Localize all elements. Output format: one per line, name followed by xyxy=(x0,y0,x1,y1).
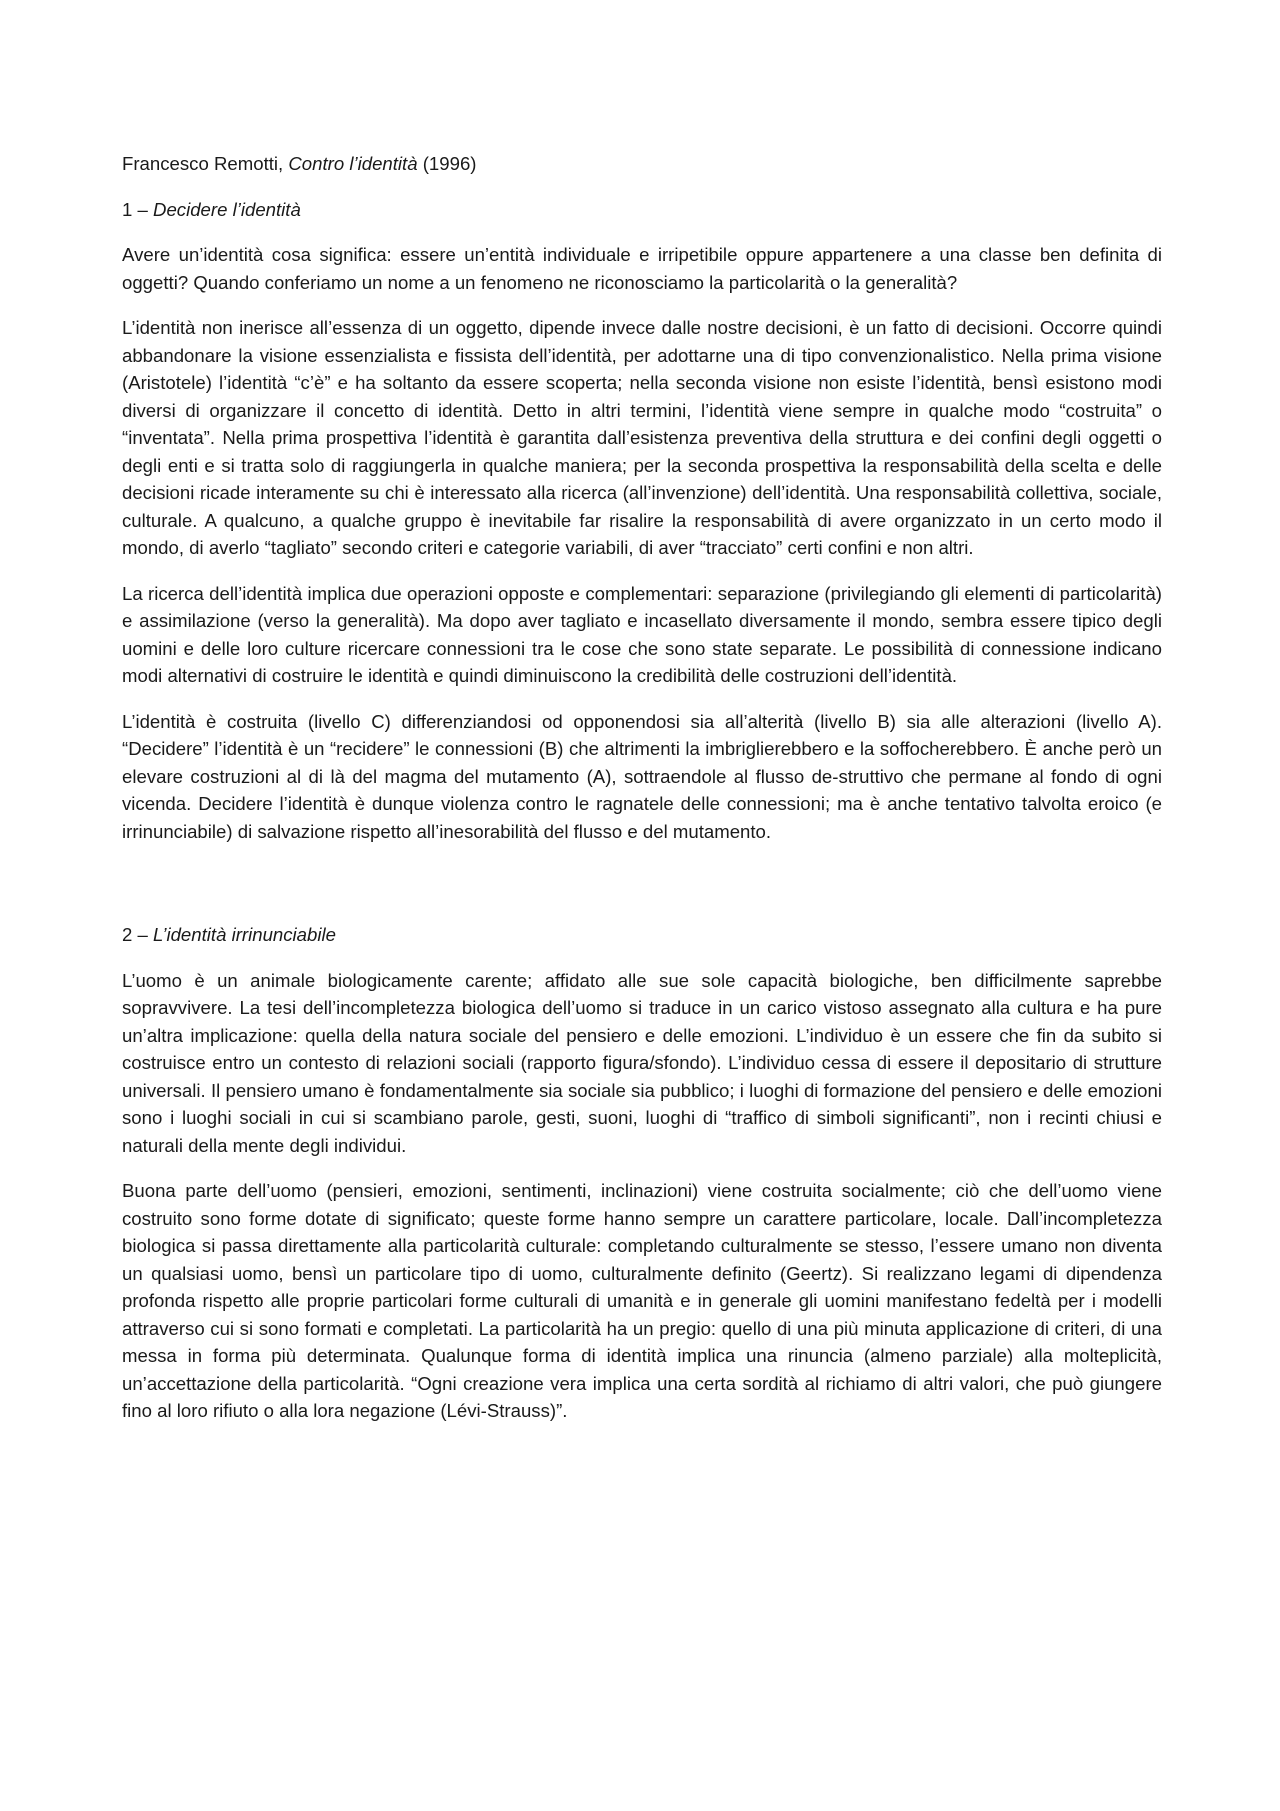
section-heading xyxy=(122,921,1162,949)
paragraph: L’identità è costruita (livello C) differenziandosi od opponendosi sia all’alterità (livello B) sia alle alterazioni (livello A). “Decidere” l’identità è un “recidere” le connessioni (B) che altrimenti la imbriglierebbero e la soffocherebbero. È anche però un elevare costruzioni al di là del magma del mutamento (A), sottraendole al flusso de-struttivo che permane al fondo di ogni vicenda. Decidere l’identità è dunque violenza contro le ragnatele delle connessioni; ma è anche tentativo talvolta eroico (e irrinunciabile) di salvazione rispetto all’inesorabilità del flusso e del mutamento. xyxy=(122,710,1162,842)
paragraph: La ricerca dell’identità implica due operazioni opposte e complementari: separazione (privilegiando gli elementi di particolarità) e assimilazione (verso la generalità). Ma dopo aver tagliato e incasellato diversamente il mondo, sembra essere tipico degli uomini e delle loro culture ricercare connessioni tra le cose che sono state separate. Le possibilità di connessione indicano modi alternativi di costruire le identità e quindi diminuiscono la credibilità delle costruzioni dell’identità. xyxy=(122,582,1162,686)
source-citation xyxy=(122,150,1162,178)
section-number: 1 – xyxy=(122,198,154,220)
section-identita-irrinunciabile xyxy=(122,921,1162,1425)
section-spacer xyxy=(122,863,1162,921)
section-title: Decidere l’identità xyxy=(153,198,301,220)
section-title: L’identità irrinunciabile xyxy=(153,924,336,945)
source-year: (1996) xyxy=(417,153,477,174)
paragraph: Buona parte dell’uomo (pensieri, emozioni, sentimenti, inclinazioni) viene costruita socialmente; ciò che dell’uomo viene costruito sono forme dotate di significato; queste forme hanno sempre un carattere particolare, locale. Dall’incompletezza biologica si passa direttamente alla particolarità culturale: completando culturalmente se stesso, l’essere umano non diventa un qualsiasi uomo, bensì un particolare tipo di uomo, culturalmente definito (Geertz). Si realizzano legami di dipendenza profonda rispetto alle proprie particolari forme culturali di umanità e in generale gli uomini manifestano fedeltà per i modelli attraverso cui si sono formati e completati. La particolarità ha un pregio: quello di una più minuta applicazione di criteri, di una messa in forma più determinata. Qualunque forma di identità implica una rinuncia (almeno parziale) alla molteplicità, un’accettazione della particolarità. “Ogni creazione vera implica una certa sordità al richiamo di altri valori, che può giungere fino al loro rifiuto o alla lora negazione (Lévi-Strauss)”. xyxy=(122,1180,1162,1421)
section-number: 2 – xyxy=(122,924,154,945)
paragraph: L’uomo è un animale biologicamente carente; affidato alle sue sole capacità biologiche, ben difficilmente saprebbe sopravvivere. La tesi dell’incompletezza biologica dell’uomo si traduce in un carico vistoso assegnato alla cultura e ha pure un’altra implicazione: quella della natura sociale del pensiero e delle emozioni. L’individuo è un essere che fin da subito si costruisce entro un contesto di relazioni sociali (rapporto figura/sfondo). L’individuo cessa di essere il depositario di strutture universali. Il pensiero umano è fondamentalmente sia sociale sia pubblico; i luoghi di formazione del pensiero e delle emozioni sono i luoghi sociali in cui si scambiano parole, gesti, suoni, luoghi di “traffico di simboli significanti”, non i recinti chiusi e naturali della mente degli individui. xyxy=(122,969,1162,1156)
paragraph: Avere un’identità cosa significa: essere un’entità individuale e irripetibile oppure appartenere a una classe ben definita di oggetti? Quando conferiamo un nome a un fenomeno ne riconosciamo la particolarità o la generalità? xyxy=(122,244,1162,293)
section-decidere-identita xyxy=(122,196,1162,846)
document-page xyxy=(122,150,1162,1443)
source-title: Contro l’identità xyxy=(288,153,418,174)
source-author: Francesco Remotti, xyxy=(122,153,289,174)
section-heading xyxy=(122,196,1162,224)
paragraph: L’identità non inerisce all’essenza di un oggetto, dipende invece dalle nostre decisioni, è un fatto di decisioni. Occorre quindi abbandonare la visione essenzialista e fissista dell’identità, per adottarne una di tipo convenzionalistico. Nella prima visione (Aristotele) l’identità “c’è” e ha soltanto da essere scoperta; nella seconda visione non esiste l’identità, bensì esistono modi diversi di organizzare il concetto di identità. Detto in altri termini, l’identità viene sempre in qualche modo “costruita” o “inventata”. Nella prima prospettiva l’identità è garantita dall’esistenza preventiva della struttura e dei confini degli oggetti o degli enti e si tratta solo di raggiungerla in qualche maniera; per la seconda prospettiva la responsabilità della scelta e delle decisioni ricade interamente su chi è interessato alla ricerca (all’invenzione) dell’identità. Una responsabilità collettiva, sociale, culturale. A qualcuno, a qualche gruppo è inevitabile far risalire la responsabilità di avere organizzato in un certo modo il mondo, di averlo “tagliato” secondo criteri e categorie variabili, di aver “tracciato” certi confini e non altri. xyxy=(122,317,1162,558)
